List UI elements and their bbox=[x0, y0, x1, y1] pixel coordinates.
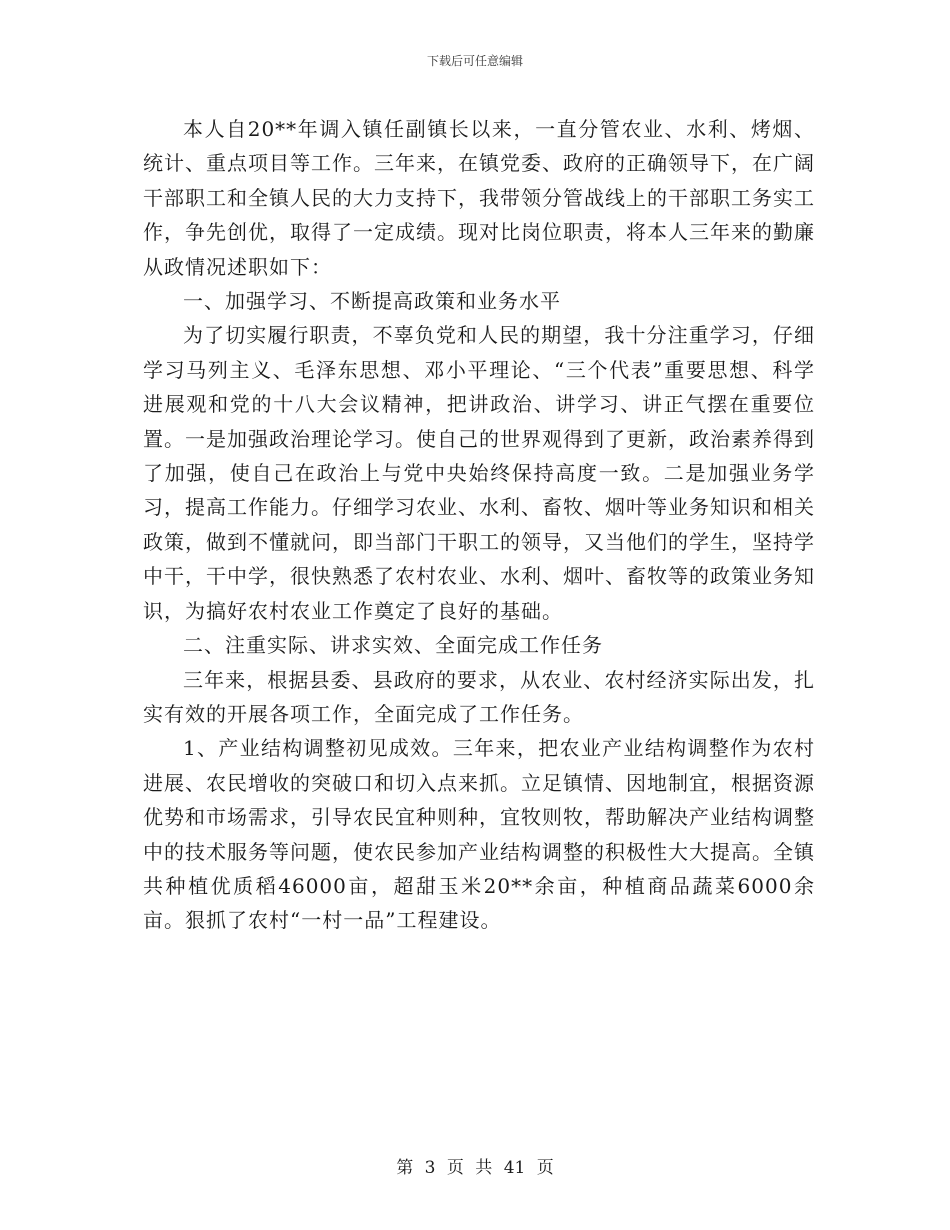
page-header: 下载后可任意编辑 bbox=[426, 54, 523, 68]
paragraph-intro: 本人自20**年调入镇任副镇长以来，一直分管农业、水利、烤烟、统计、重点项目等工作。三年来，在镇党委、政府的正确领导下，在广阔干部职工和全镇人民的大力支持下，我带领分管战线上的干部职工务实工作，争先创优，取得了一定成绩。现对比岗位职责，将本人三年来的勤廉从政情况述职如下： bbox=[143, 117, 815, 279]
page-footer: 第 3 页 共 41 页 bbox=[396, 1158, 554, 1178]
document-body bbox=[143, 112, 815, 938]
section-heading-1: 一、加强学习、不断提高政策和业务水平 bbox=[183, 289, 561, 314]
paragraph-study: 为了切实履行职责，不辜负党和人民的期望，我十分注重学习，仔细学习马列主义、毛泽东思想、邓小平理论、“三个代表”重要思想、科学进展观和党的十八大会议精神，把讲政治、讲学习、讲正气摆在重要位置。一是加强政治理论学习。使自己的世界观得到了更新，政治素养得到了加强，使自己在政治上与党中央始终保持高度一致。二是加强业务学习，提高工作能力。仔细学习农业、水利、畜牧、烟叶等业务知识和相关政策，做到不懂就问，即当部门干职工的领导，又当他们的学生，坚持学中干，干中学，很快熟悉了农村农业、水利、烟叶、畜牧等的政策业务知识，为搞好农村农业工作奠定了良好的基础。 bbox=[143, 323, 815, 623]
section-heading-2: 二、注重实际、讲求实效、全面完成工作任务 bbox=[183, 633, 603, 658]
paragraph-industry: 1、产业结构调整初见成效。三年来，把农业产业结构调整作为农村进展、农民增收的突破口和切入点来抓。立足镇情、因地制宜，根据资源优势和市场需求，引导农民宜种则种，宜牧则牧，帮助解决产业结构调整中的技术服务等问题，使农民参加产业结构调整的积极性大大提高。全镇共种植优质稻46000亩，超甜玉米20**余亩，种植商品蔬菜6000余亩。狠抓了农村“一村一品”工程建设。 bbox=[143, 736, 815, 933]
paragraph-tasks: 三年来，根据县委、县政府的要求，从农业、农村经济实际出发，扎实有效的开展各项工作，全面完成了工作任务。 bbox=[143, 667, 815, 726]
